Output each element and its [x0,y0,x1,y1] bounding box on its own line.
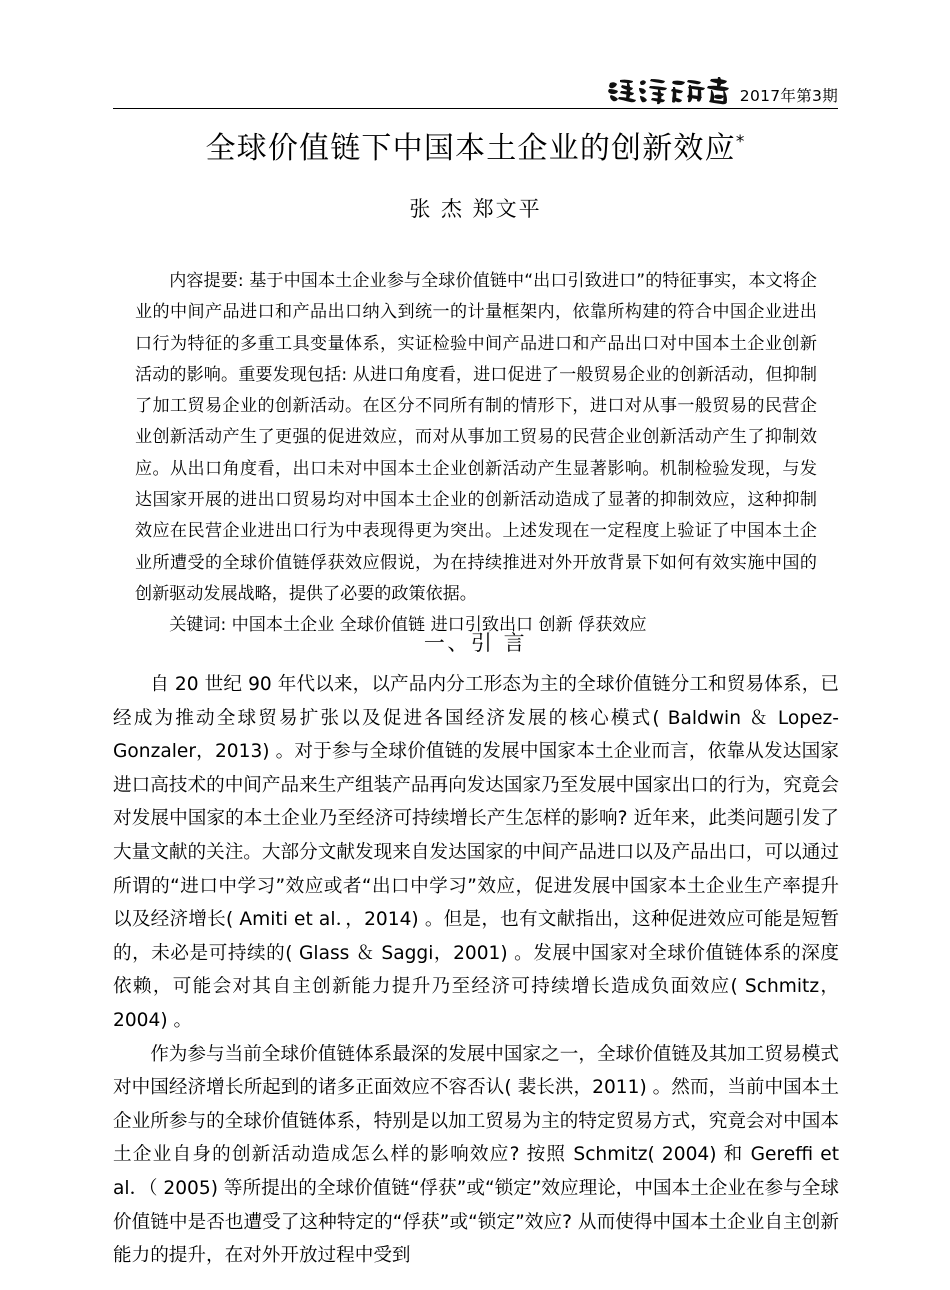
body-text [113,668,839,1273]
article-title-text: 全球价值链下中国本土企业的创新效应 [205,131,736,166]
abstract-block [135,266,817,642]
abstract-paragraph [135,266,817,610]
page-masthead [113,70,838,112]
masthead-content [113,70,838,106]
issue-label: 2017年第3期 [739,86,838,105]
abstract-label: 内容提要: [169,271,244,291]
section-heading-introduction: 一、引 言 [423,631,528,655]
keywords-label: 关键词: [169,615,227,636]
body-paragraph: 自 20 世纪 90 年代以来，以产品内分工形态为主的全球价值链分工和贸易体系，已经成为推动全球贸易扩张以及促进各国经济发展的核心模式( Baldwin ＆ Lopez-Gonzaler，2013) 。对于参与全球价值链的发展中国家本土企业而言，依靠从发达国家进口高技术的中间产品来生产组装产品再向发达国家乃至发展中国家出口的行为，究竟会对发展中国家的本土企业乃至经济可持续增长产生怎样的影响? 近年来，此类问题引发了大量文献的关注。大部分文献发现来自发达国家的中间产品进口以及产品出口，可以通过所谓的“进口中学习”效应或者“出口中学习”效应，促进发展中国家本土企业生产率提升以及经济增长( Amiti et al．，2014) 。但是，也有文献指出，这种促进效应可能是短暂的，未必是可持续的( Glass ＆ Saggi，2001) 。发展中国家对全球价值链体系的深度依赖，可能会对其自主创新能力提升乃至经济可持续增长造成负面效应( Schmitz，2004) 。 [113,674,839,1031]
masthead-divider [113,108,838,109]
title-block [113,130,838,223]
journal-logo-icon [607,76,735,106]
keywords-text: 中国本土企业 全球价值链 进口引致出口 创新 俘获效应 [226,615,647,636]
author-list: 张 杰 郑文平 [409,196,542,221]
page-title [113,130,838,168]
title-footnote-marker: * [735,132,746,152]
body-paragraph: 作为参与当前全球价值链体系最深的发展中国家之一，全球价值链及其加工贸易模式对中国经济增长所起到的诸多正面效应不容否认( 裴长洪，2011) 。然而，当前中国本土企业所参与的全球价值链体系，特别是以加工贸易为主的特定贸易方式，究竟会对中国本土企业自身的创新活动造成怎么样的影响效应? 按照 Schmitz( 2004) 和 Gereffi et al．（ 2005) 等所提出的全球价值链“俘获”或“锁定”效应理论，中国本土企业在参与全球价值链中是否也遭受了这种特定的“俘获”或“锁定”效应? 从而使得中国本土企业自主创新能力的提升，在对外开放过程中受到 [113,1043,839,1267]
abstract-text: 基于中国本土企业参与全球价值链中“出口引致进口”的特征事实，本文将企业的中间产品进口和产品出口纳入到统一的计量框架内，依靠所构建的符合中国企业进出口行为特征的多重工具变量体系，实证检验中间产品进口和产品出口对中国本土企业创新活动的影响。重要发现包括: 从进口角度看，进口促进了一般贸易企业的创新活动，但抑制了加工贸易企业的创新活动。在区分不同所有制的情形下，进口对从事一般贸易的民营企业创新活动产生了更强的促进效应，而对从事加工贸易的民营企业创新活动产生了抑制效应。从出口角度看，出口未对中国本土企业创新活动产生显著影响。机制检验发现，与发达国家开展的进出口贸易均对中国本土企业的创新活动造成了显著的抑制效应，这种抑制效应在民营企业进出口行为中表现得更为突出。上述发现在一定程度上验证了中国本土企业所遭受的全球价值链俘获效应假说，为在持续推进对外开放背景下如何有效实施中国的创新驱动发展战略，提供了必要的政策依据。 [135,271,817,604]
